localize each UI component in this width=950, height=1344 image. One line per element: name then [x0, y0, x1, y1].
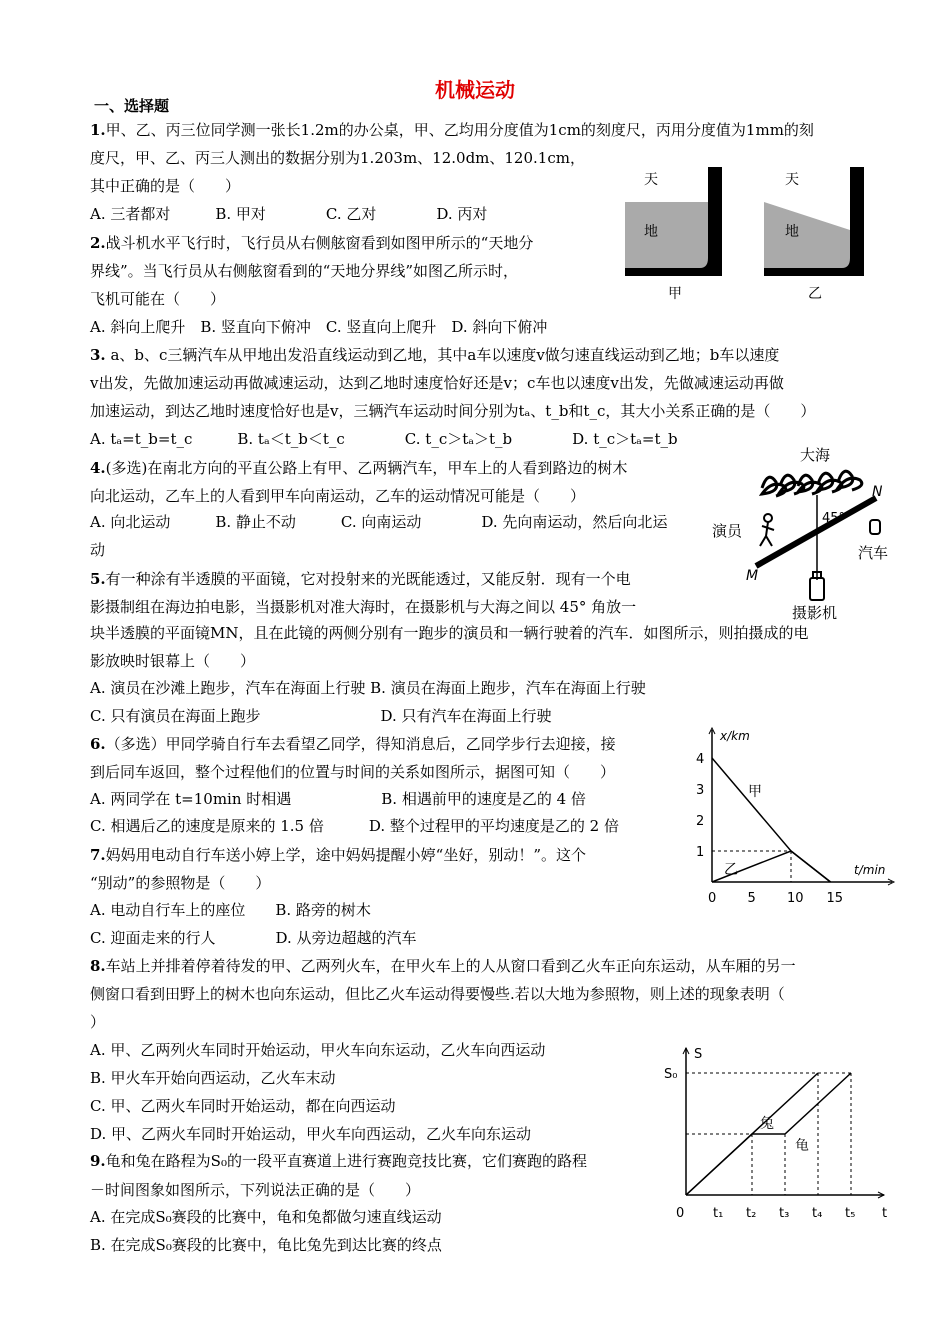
text-line: [90, 1012, 105, 1032]
text-line: [90, 734, 616, 754]
x-tick-label: t₅: [845, 1206, 856, 1221]
ground-a: [625, 202, 722, 269]
line-text: A. 电动自行车上的座位 B. 路旁的树木: [90, 901, 371, 919]
text-line: [90, 1180, 420, 1200]
text-line: [90, 651, 255, 671]
line-text: 向北运动，乙车上的人看到甲车向南运动，乙车的运动情况可能是（ ）: [90, 487, 586, 505]
series-label: 兔: [760, 1116, 774, 1132]
x-tick-label: t₂: [746, 1206, 757, 1221]
text-line: [90, 956, 796, 976]
line-text: 影摄制组在海边拍电影，当摄影机对准大海时，在摄影机与大海之间以 45° 角放一: [90, 598, 637, 616]
line-text: （多选）甲同学骑自行车去看望乙同学，得知消息后，乙同学步行去迎接，接: [105, 735, 616, 753]
text-line: [90, 429, 678, 449]
line-text: C. 甲、乙两火车同时开始运动，都在向西运动: [90, 1097, 396, 1115]
line-text: A. 演员在沙滩上跑步，汽车在海面上行驶 B. 演员在海面上跑步，汽车在海面上行驶: [90, 679, 646, 697]
question-number: 8.: [90, 957, 106, 975]
x-tick-label: t₁: [713, 1206, 724, 1221]
series-label: 龟: [795, 1138, 809, 1154]
text-line: [90, 900, 371, 920]
text-line: [90, 289, 225, 309]
m-label: M: [746, 568, 759, 584]
text-line: [90, 373, 784, 393]
text-line: [90, 873, 270, 893]
line-text: 影放映时银幕上（ ）: [90, 652, 256, 670]
question-number: 9.: [90, 1152, 106, 1170]
line-text: 侧窗口看到田野上的树木也向东运动，但比乙火车运动得要慢些.若以大地为参照物，则上述的现象表明（: [90, 985, 785, 1003]
section-heading: 一、选择题: [94, 97, 170, 115]
y-tick-label: 1: [696, 845, 705, 860]
text-line: [90, 984, 785, 1004]
sea-mirror-figure: [700, 440, 900, 620]
car-icon: [870, 520, 880, 534]
line-text: D. 甲、乙两火车同时开始运动，甲火车向西运动，乙火车向东运动: [90, 1125, 532, 1143]
text-line: [90, 706, 552, 726]
question-number: 6.: [90, 735, 106, 753]
line-text: a、b、c三辆汽车从甲地出发沿直线运动到乙地，其中a车以速度v做匀速直线运动到乙地；b车以速度: [105, 346, 780, 364]
line-text: (多选)在南北方向的平直公路上有甲、乙两辆汽车，甲车上的人看到路边的树木: [105, 459, 628, 477]
x-axis-label: t/min: [854, 863, 886, 877]
line-text: 有一种涂有半透膜的平面镜，它对投射来的光既能透过，又能反射．现有一个电: [105, 570, 631, 588]
text-line: [90, 458, 627, 478]
line-text: 度尺，甲、乙、丙三人测出的数据分别为1.203m、12.0dm、120.1cm，: [90, 149, 585, 167]
text-line: [90, 1040, 545, 1060]
y-axis-label: S: [694, 1047, 703, 1062]
horizon-figure: [622, 164, 872, 304]
series-label: 甲: [748, 784, 762, 800]
line-text: 其中正确的是（ ）: [90, 177, 241, 195]
x-axis-label: t: [882, 1206, 888, 1221]
y-tick-label: 4: [696, 752, 705, 767]
text-line: [90, 204, 487, 224]
text-line: [90, 512, 667, 532]
waves-icon: [762, 471, 862, 496]
line-text: －时间图象如图所示，下列说法正确的是（ ）: [90, 1181, 421, 1199]
sky-label-a: 天: [644, 172, 658, 188]
line-text: 界线”。当飞行员从右侧舷窗看到的“天地分界线”如图乙所示时，: [90, 262, 519, 280]
sea-label: 大海: [800, 446, 831, 464]
question-number: 7.: [90, 846, 106, 864]
line-text: A. 甲、乙两列火车同时开始运动，甲火车向东运动，乙火车向西运动: [90, 1041, 546, 1059]
angle-label: 45°: [822, 511, 846, 526]
text-line: [90, 148, 585, 168]
x-tick-label: 0: [708, 891, 717, 906]
car-label: 汽车: [858, 544, 889, 562]
series-label: 乙: [724, 862, 738, 878]
text-line: [90, 816, 619, 836]
text-line: [90, 317, 547, 337]
line-text: 动: [90, 541, 106, 559]
text-line: [90, 1151, 587, 1171]
line-text: A. 三者都对 B. 甲对 C. 乙对 D. 丙对: [90, 205, 488, 223]
text-line: [90, 597, 636, 617]
line-text: v出发，先做加速运动再做减速运动，达到乙地时速度恰好还是v；c车也以速度v出发，先做减速运动再做: [90, 374, 784, 392]
actor-label: 演员: [712, 522, 743, 540]
x-tick-label: t₃: [779, 1206, 790, 1221]
xt-chart: [690, 722, 900, 912]
caption-b: 乙: [808, 286, 822, 302]
line-text: A. 在完成S₀赛段的比赛中，龟和兔都做匀速直线运动: [90, 1208, 442, 1226]
text-line: [90, 1207, 442, 1227]
line-text: A. 两同学在 t=10min 时相遇 B. 相遇前甲的速度是乙的 4 倍: [90, 790, 586, 808]
sky-label-b: 天: [785, 172, 799, 188]
line-text: 甲、乙、丙三位同学测一张长1.2m的办公桌，甲、乙均用分度值为1cm的刻度尺，丙用分度值为1mm的刻: [105, 121, 814, 139]
line-text: B. 在完成S₀赛段的比赛中，龟比兔先到达比赛的终点: [90, 1236, 442, 1254]
ground-label-a: 地: [644, 224, 658, 240]
n-label: N: [872, 484, 883, 500]
question-number: 1.: [90, 121, 106, 139]
line-text: 龟和兔在路程为S₀的一段平直赛道上进行赛跑竞技比赛，它们赛跑的路程: [105, 1152, 587, 1170]
text-line: [90, 928, 417, 948]
text-line: [90, 569, 631, 589]
line-text: C. 相遇后乙的速度是原来的 1.5 倍 D. 整个过程甲的平均速度是乙的 2 倍: [90, 817, 619, 835]
line-text: “别动”的参照物是（ ）: [90, 874, 271, 892]
line-text: 块半透膜的平面镜MN，且在此镜的两侧分别有一跑步的演员和一辆行驶着的汽车．如图所示，则拍摄成的电: [90, 624, 809, 642]
text-line: [90, 1096, 395, 1116]
text-line: [90, 540, 105, 560]
text-line: [90, 1068, 336, 1088]
line-text: 到后同车返回，整个过程他们的位置与时间的关系如图所示，据图可知（ ）: [90, 763, 616, 781]
text-line: [90, 176, 240, 196]
line-text: 飞机可能在（ ）: [90, 290, 226, 308]
runner-icon: [760, 514, 774, 546]
line-text: ）: [90, 1013, 106, 1031]
line-text: 战斗机水平飞行时，飞行员从右侧舷窗看到如图甲所示的“天地分: [105, 234, 534, 252]
text-line: [90, 623, 809, 643]
question-number: 2.: [90, 234, 106, 252]
line-text: A. 向北运动 B. 静止不动 C. 向南运动 D. 先向南运动，然后向北运: [90, 513, 668, 531]
line-text: B. 甲火车开始向西运动，乙火车末动: [90, 1069, 336, 1087]
y-tick-label: 2: [696, 814, 705, 829]
text-line: [90, 789, 586, 809]
question-number: 4.: [90, 459, 106, 477]
text-line: [90, 401, 815, 421]
line-text: C. 迎面走来的行人 D. 从旁边超越的汽车: [90, 929, 417, 947]
x-tick-label: 5: [747, 891, 756, 906]
x-tick-label: 0: [676, 1206, 685, 1221]
question-number: 3.: [90, 346, 106, 364]
y-tick-label: 3: [696, 783, 705, 798]
text-line: [90, 233, 533, 253]
text-line: [90, 261, 518, 281]
page-title: 机械运动: [435, 78, 515, 102]
text-line: [90, 845, 586, 865]
question-number: 5.: [90, 570, 106, 588]
line-text: 加速运动，到达乙地时速度恰好也是v，三辆汽车运动时间分别为tₐ、t_b和t_c，其大小关系正确的是（ ）: [90, 402, 816, 420]
ground-b: [764, 202, 850, 269]
line-text: A. tₐ=t_b=t_c B. tₐ＜t_b＜t_c C. t_c＞tₐ＞t_b D. t_c＞tₐ=t_b: [90, 430, 678, 448]
text-line: [90, 762, 615, 782]
line-text: 车站上并排着停着待发的甲、乙两列火车，在甲火车上的人从窗口看到乙火车正向东运动，从车厢的另一: [105, 957, 796, 975]
text-line: [90, 120, 814, 140]
x-tick-label: 10: [787, 891, 804, 906]
camera-label: 摄影机: [792, 604, 838, 620]
caption-a: 甲: [668, 286, 682, 302]
text-line: [90, 345, 779, 365]
st-chart: [662, 1040, 892, 1222]
x-tick-label: t₄: [812, 1206, 823, 1221]
y-axis-label: x/km: [720, 729, 750, 743]
ground-label-b: 地: [785, 224, 799, 240]
text-line: [90, 1235, 442, 1255]
line-text: 妈妈用电动自行车送小婷上学，途中妈妈提醒小婷“坐好，别动！”。这个: [105, 846, 587, 864]
text-line: [90, 678, 646, 698]
text-line: [90, 486, 585, 506]
x-tick-label: 15: [826, 891, 844, 906]
line-text: C. 只有演员在海面上跑步 D. 只有汽车在海面上行驶: [90, 707, 552, 725]
y-tick-label: S₀: [664, 1067, 678, 1082]
text-line: [90, 1124, 531, 1144]
line-text: A. 斜向上爬升 B. 竖直向下俯冲 C. 竖直向上爬升 D. 斜向下俯冲: [90, 318, 548, 336]
